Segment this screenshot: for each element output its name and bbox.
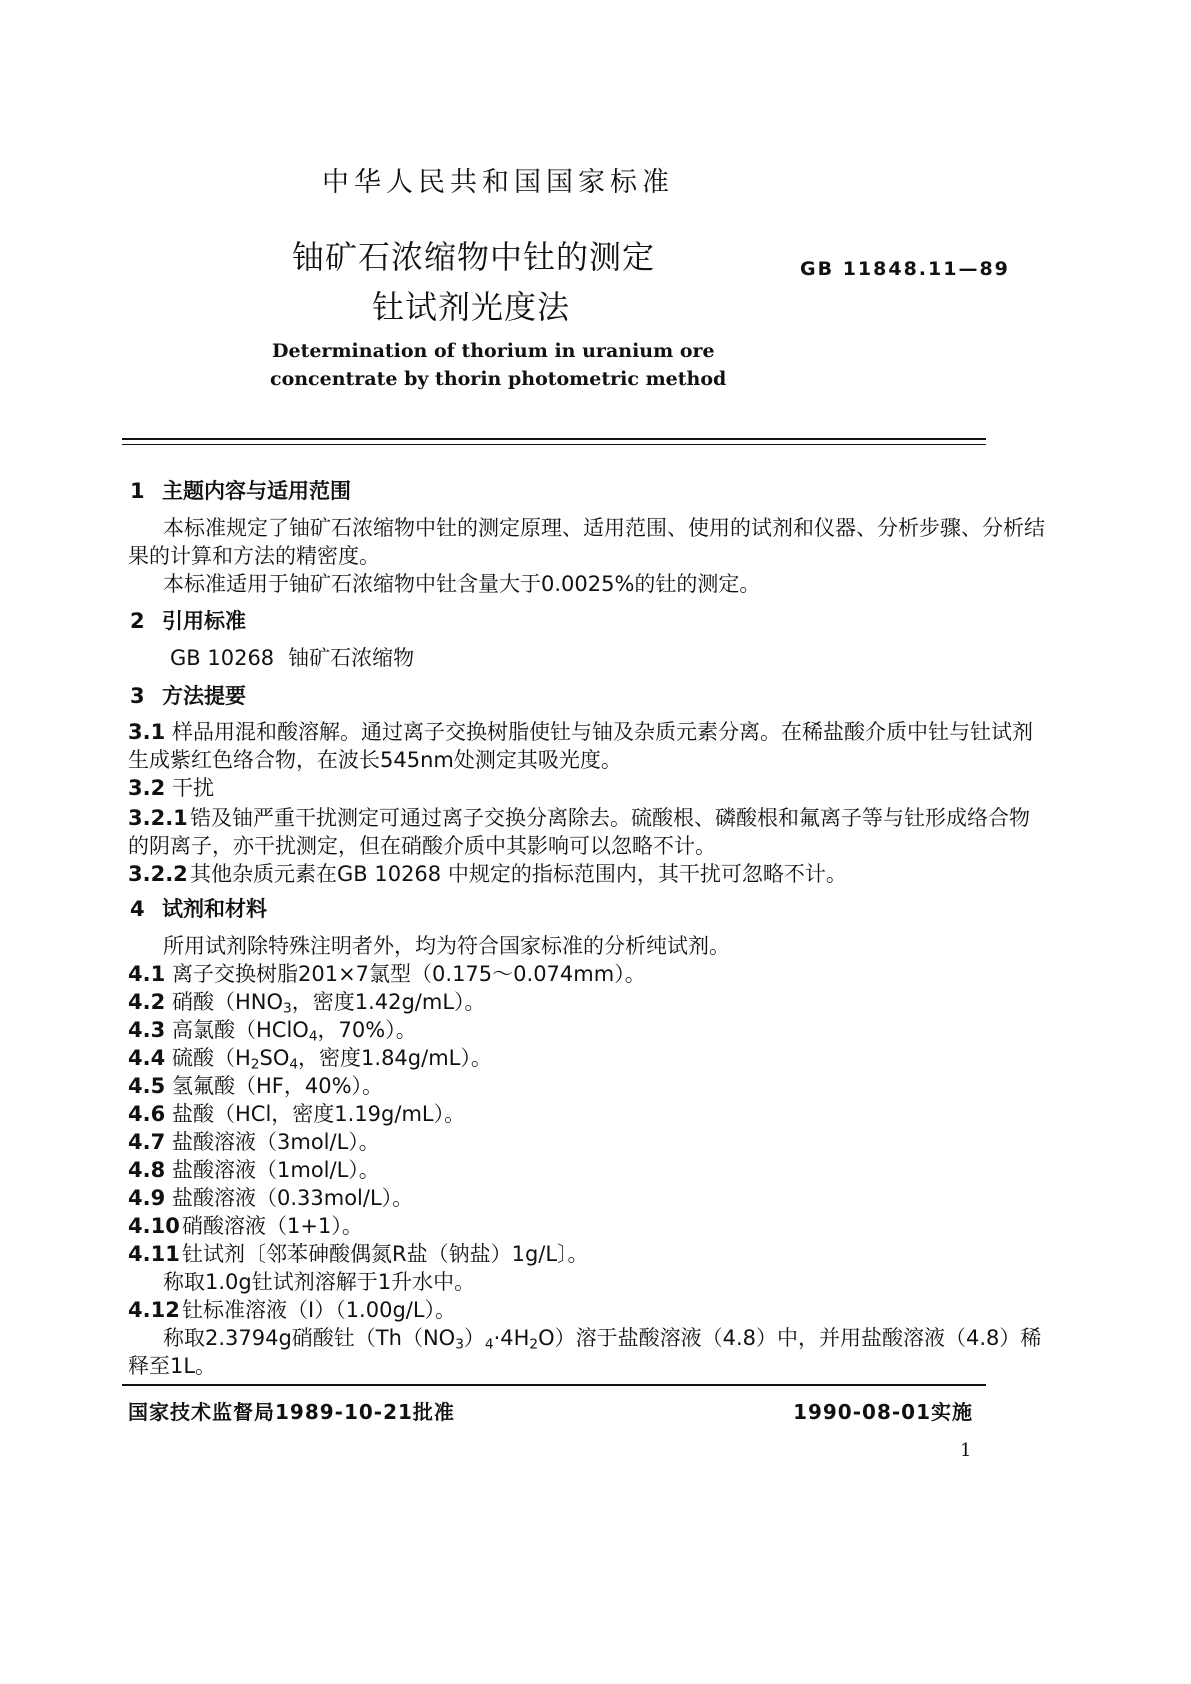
item-4-2: 4.2 硝酸（$HNO_3$，密度1.42g/mL）。 bbox=[128, 990, 486, 1017]
item-4-7: 4.7 盐酸溶液（3mol/L）。 bbox=[128, 1130, 380, 1154]
document-title-line1: 铀矿石浓缩物中钍的测定 bbox=[292, 238, 656, 276]
item-4-8: 4.8 盐酸溶液（1mol/L）。 bbox=[128, 1158, 380, 1182]
item-4-6: 4.6 盐酸（HCl，密度1.19g/mL）。 bbox=[128, 1102, 466, 1126]
item-4-11-note: 称取1.0g钍试剂溶解于1升水中。 bbox=[163, 1270, 476, 1294]
section-3-heading: 3 方法提要 bbox=[130, 684, 246, 708]
item-4-5: 4.5 氢氟酸（HF，40%）。 bbox=[128, 1074, 384, 1098]
english-title-line2: concentrate by thorin photometric method bbox=[270, 368, 727, 390]
item-3-1-line-b: 生成紫红色络合物，在波长545nm处测定其吸光度。 bbox=[128, 748, 622, 772]
document-title-line2: 钍试剂光度法 bbox=[372, 288, 571, 326]
item-4-1: 4.1 离子交换树脂201×7氯型（0.175～0.074mm）。 bbox=[128, 962, 646, 986]
section-1-paragraph-1b: 果的计算和方法的精密度。 bbox=[128, 544, 380, 568]
item-4-12-note-line-b: 释至1L。 bbox=[128, 1354, 217, 1378]
standard-code: GB 11848.11—89 bbox=[800, 258, 1010, 280]
section-2-reference bbox=[170, 642, 414, 672]
reference-code: GB 10268 bbox=[170, 646, 275, 670]
footer-rule bbox=[122, 1384, 986, 1386]
item-4-10: 4.10 硝酸溶液（1+1）。 bbox=[128, 1214, 363, 1238]
item-3-2-1-line-a: 3.2.1 锆及铀严重干扰测定可通过离子交换分离除去。硫酸根、磷酸根和氟离子等与钍形成络合物 bbox=[128, 806, 1030, 830]
header-rule-bottom bbox=[122, 444, 986, 445]
item-4-9: 4.9 盐酸溶液（0.33mol/L）。 bbox=[128, 1186, 414, 1210]
section-1-paragraph-2: 本标准适用于铀矿石浓缩物中钍含量大于0.0025%的钍的测定。 bbox=[163, 572, 761, 596]
section-4-intro: 所用试剂除特殊注明者外，均为符合国家标准的分析纯试剂。 bbox=[163, 934, 730, 958]
header-rule-top bbox=[122, 438, 986, 440]
section-4-heading: 4 试剂和材料 bbox=[130, 897, 267, 921]
effective-date: 1990-08-01实施 bbox=[793, 1400, 973, 1424]
section-1-paragraph-1a: 本标准规定了铀矿石浓缩物中钍的测定原理、适用范围、使用的试剂和仪器、分析步骤、分析结 bbox=[163, 516, 1045, 540]
item-4-4: 4.4 硫酸（$H_2SO_4$，密度1.84g/mL）。 bbox=[128, 1046, 492, 1073]
section-2-heading: 2 引用标准 bbox=[130, 609, 246, 633]
country-standard-heading: 中华人民共和国国家标准 bbox=[322, 167, 674, 198]
item-3-2-2: 3.2.2 其他杂质元素在GB 10268 中规定的指标范围内，其干扰可忽略不计。 bbox=[128, 862, 847, 886]
approval-date: 国家技术监督局1989-10-21批准 bbox=[128, 1400, 455, 1424]
item-3-1-line-a: 3.1 样品用混和酸溶解。通过离子交换树脂使钍与铀及杂质元素分离。在稀盐酸介质中钍与钍试剂 bbox=[128, 720, 1033, 744]
english-title-line1: Determination of thorium in uranium ore bbox=[272, 340, 715, 362]
item-4-12-note-line-a: 称取2.3794g硝酸钍$(Th(NO_3)_4\cdot 4H_2O)$溶于盐酸溶液（4.8）中，并用盐酸溶液（4.8）稀 bbox=[163, 1326, 1042, 1353]
item-3-2-1-line-b: 的阴离子，亦干扰测定，但在硝酸介质中其影响可以忽略不计。 bbox=[128, 834, 716, 858]
page-number: 1 bbox=[960, 1440, 972, 1461]
reference-title: 铀矿石浓缩物 bbox=[288, 646, 415, 670]
item-3-2: 3.2 干扰 bbox=[128, 776, 214, 800]
item-4-12: 4.12 钍标准溶液（Ⅰ）（1.00g/L）。 bbox=[128, 1298, 457, 1322]
section-1-heading: 1 主题内容与适用范围 bbox=[130, 479, 351, 503]
item-4-11: 4.11 钍试剂〔邻苯砷酸偶氮R盐（钠盐）1g/L〕。 bbox=[128, 1242, 589, 1266]
item-4-3: 4.3 高氯酸（HClO$_4$，70%）。 bbox=[128, 1018, 417, 1045]
